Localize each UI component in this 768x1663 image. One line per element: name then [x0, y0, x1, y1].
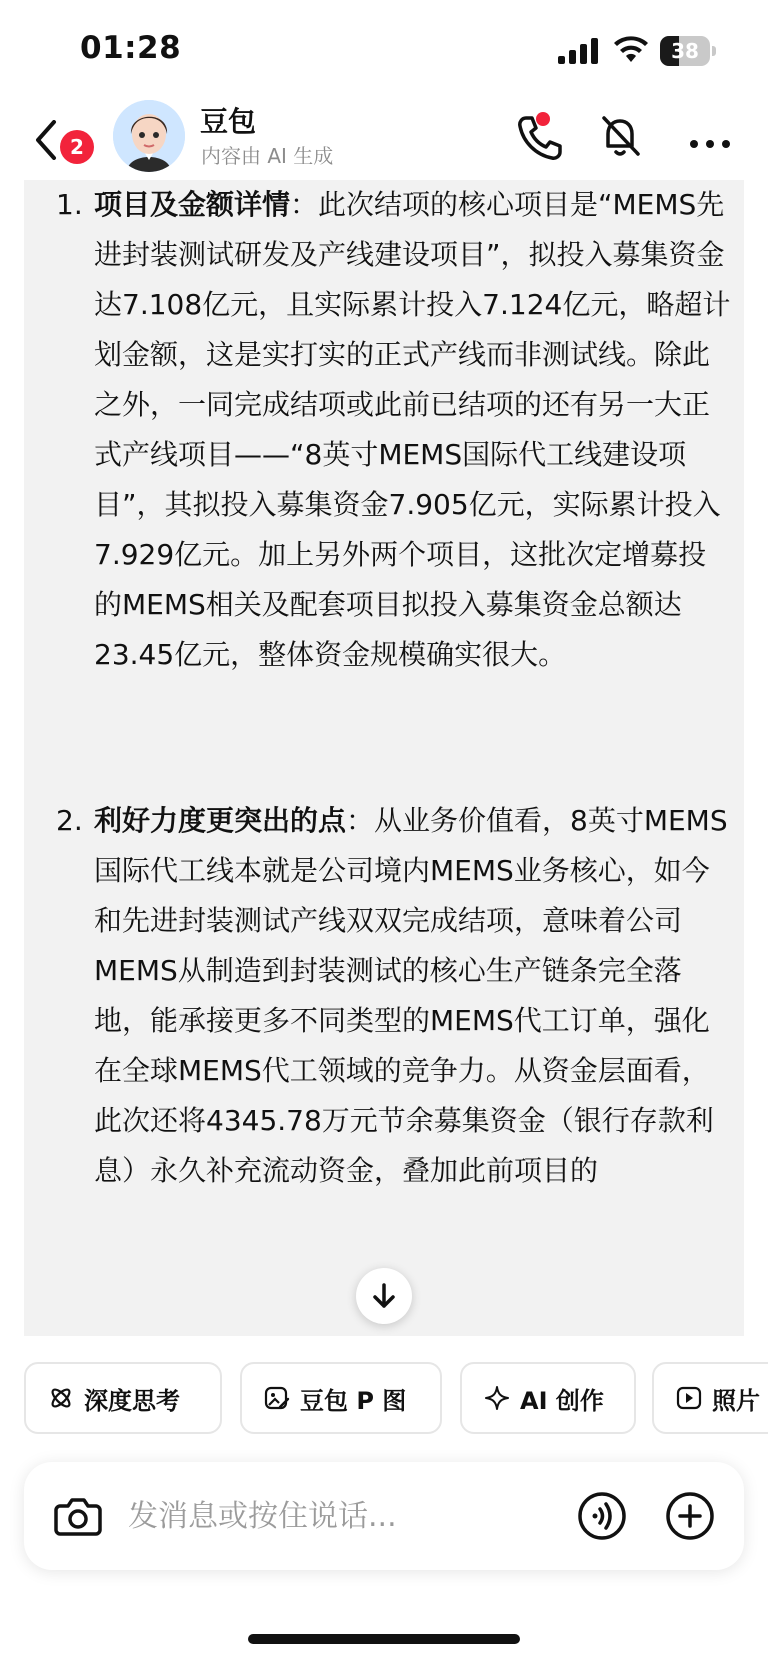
- ai-create-button[interactable]: [460, 1362, 636, 1434]
- call-notification-dot: [536, 112, 550, 126]
- list-item-body: ：此次结项的核心项目是“MEMS先进封装测试研发及产线建设项目”，拟投入募集资金达7.108亿元，且实际累计投入7.124亿元，略超计划金额，这是实打实的正式产线而非测试线。除此之外，一同完成结项或此前已结项的还有另一大正式产线项目——“8英寸MEMS国际代工线建设项目”，其拟投入募集资金7.905亿元，实际累计投入7.929亿元。加上另外两个项目，这批次定增募投的MEMS相关及配套项目拟投入募集资金总额达23.45亿元，整体资金规模确实很大。: [94, 188, 731, 671]
- ellipsis-icon: [684, 110, 736, 162]
- unread-badge: 2: [60, 130, 94, 164]
- status-bar: [0, 0, 768, 96]
- cellular-signal-icon: [558, 38, 602, 64]
- image-edit-button[interactable]: [240, 1362, 442, 1434]
- list-item-number: 1.: [56, 188, 83, 221]
- quick-actions-bar: [0, 1362, 768, 1438]
- more-options-button[interactable]: [684, 110, 736, 162]
- image-edit-label: 豆包 P 图: [300, 1386, 407, 1415]
- wifi-icon: [614, 36, 648, 64]
- ai-disclaimer: 内容由 AI 生成: [201, 144, 334, 168]
- image-edit-icon: [264, 1385, 290, 1411]
- scroll-to-bottom-button[interactable]: [356, 1268, 412, 1324]
- avatar[interactable]: [113, 100, 185, 172]
- chevron-left-icon: [34, 120, 58, 160]
- photo-label: 照片: [712, 1386, 760, 1415]
- list-item-body: ：从业务价值看，8英寸MEMS国际代工线本就是公司境内MEMS业务核心，如今和先进封装测试产线双双完成结项，意味着公司MEMS从制造到封装测试的核心生产链条完全落地，能承接更多不同类型的MEMS代工订单，强化在全球MEMS代工领域的竞争力。从资金层面看，此次还将4345.78万元节余募集资金（银行存款利息）永久补充流动资金，叠加此前项目的: [94, 804, 728, 1187]
- add-attachment-button[interactable]: [664, 1490, 716, 1542]
- camera-icon: [52, 1490, 104, 1542]
- plus-icon: [664, 1490, 716, 1542]
- home-indicator[interactable]: [248, 1634, 520, 1644]
- chat-header: [0, 96, 768, 180]
- assistant-message: [24, 180, 744, 1336]
- battery-level: 38: [671, 39, 699, 63]
- ai-create-label: AI 创作: [520, 1386, 604, 1415]
- bell-muted-icon: [594, 110, 646, 162]
- list-item-text: [94, 796, 734, 1196]
- message-input[interactable]: [128, 1488, 548, 1544]
- status-time: 01:28: [80, 30, 182, 66]
- list-item-number: 2.: [56, 804, 83, 837]
- list-item-text: [94, 180, 734, 680]
- camera-button[interactable]: [52, 1490, 104, 1542]
- back-button[interactable]: [28, 112, 88, 164]
- bot-name: 豆包: [200, 105, 257, 138]
- atom-icon: [48, 1385, 74, 1411]
- battery-icon: [660, 36, 716, 66]
- arrow-down-icon: [370, 1282, 398, 1310]
- voice-wave-icon: [576, 1490, 628, 1542]
- mute-button[interactable]: [594, 110, 646, 162]
- photo-button[interactable]: [652, 1362, 768, 1434]
- deep-think-label: 深度思考: [84, 1386, 180, 1415]
- play-square-icon: [676, 1385, 702, 1411]
- sparkle-icon: [484, 1385, 510, 1411]
- deep-think-button[interactable]: [24, 1362, 222, 1434]
- message-composer: [24, 1462, 744, 1570]
- voice-call-button[interactable]: [576, 1490, 628, 1542]
- list-item-heading: 项目及金额详情: [94, 188, 291, 221]
- list-item-heading: 利好力度更突出的点: [94, 804, 347, 837]
